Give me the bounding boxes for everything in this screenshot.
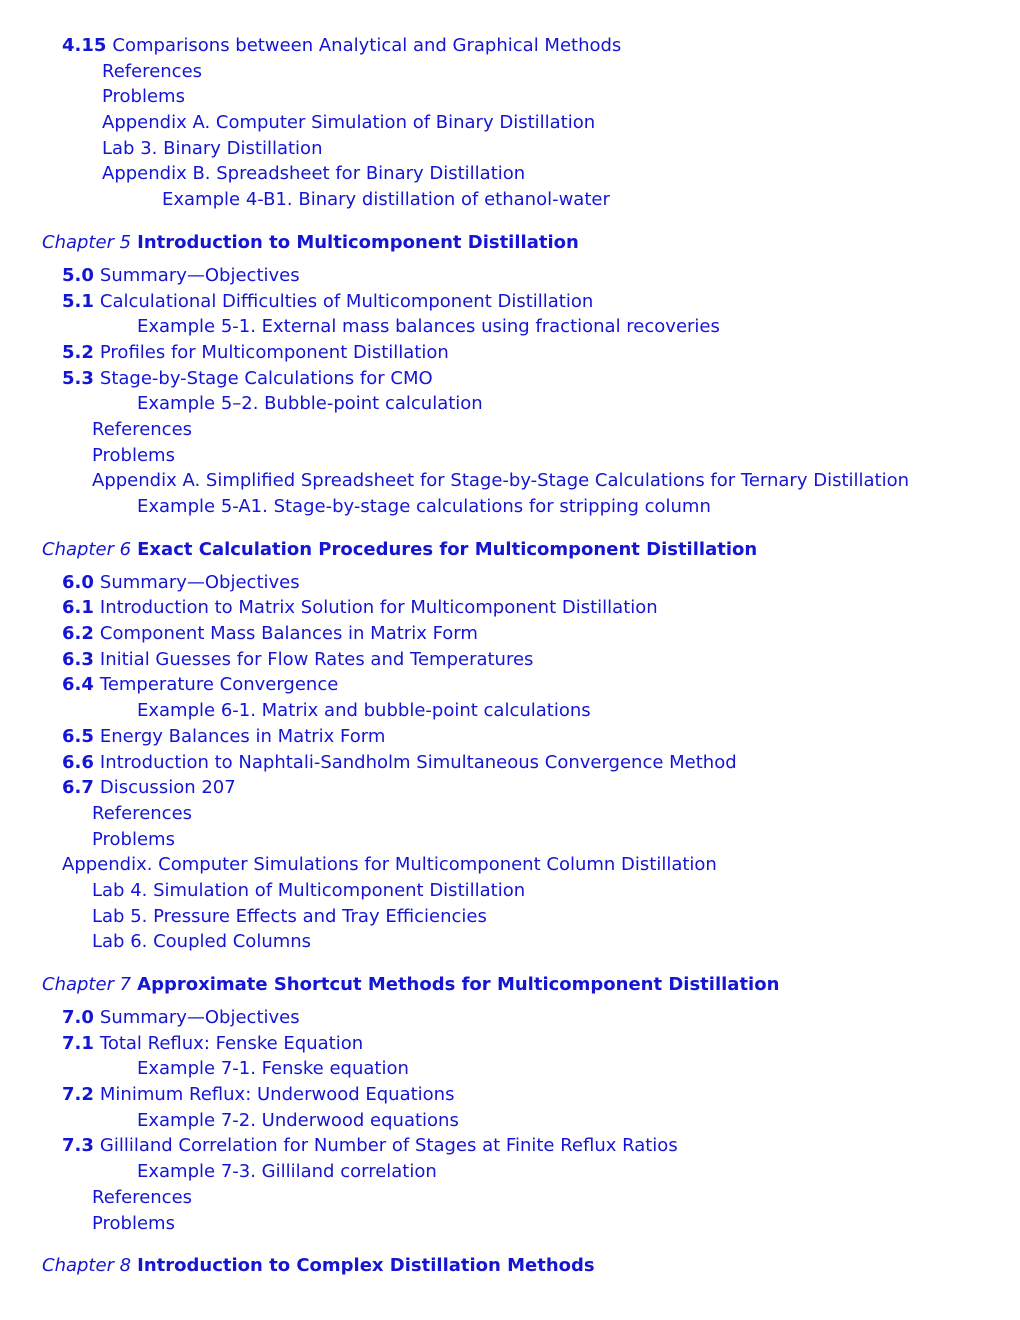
entry-title: Discussion 207 — [99, 777, 236, 799]
section-number: 6.6 — [62, 751, 94, 773]
toc-entry-link[interactable] — [62, 265, 300, 286]
toc-entry — [0, 750, 1020, 776]
section-number: 7.1 — [62, 1032, 94, 1054]
toc-entry — [0, 929, 1020, 955]
chapter-title: Exact Calculation Procedures for Multicomponent Distillation — [137, 538, 758, 560]
entry-title: Problems — [92, 828, 175, 850]
toc-entry — [0, 1133, 1020, 1159]
chapter-title: Approximate Shortcut Methods for Multicomponent Distillation — [137, 974, 780, 995]
toc-entry-link[interactable] — [92, 803, 192, 824]
toc-entry-link[interactable] — [102, 61, 202, 82]
toc-entry-link[interactable] — [62, 726, 385, 747]
entry-title: Example 5–2. Bubble-point calculation — [137, 393, 483, 415]
entry-title: Lab 3. Binary Distillation — [102, 137, 323, 159]
toc-entry-link[interactable] — [62, 342, 449, 363]
toc-entry — [0, 366, 1020, 392]
entry-title: Component Mass Balances in Matrix Form — [99, 623, 478, 645]
toc-entry — [0, 852, 1020, 878]
toc-entry — [0, 1056, 1020, 1082]
entry-title: References — [92, 802, 193, 824]
toc-entry-link[interactable] — [137, 1161, 437, 1182]
entry-title: Summary—Objectives — [99, 571, 300, 593]
chapter-title: Introduction to Multicomponent Distillation — [137, 231, 579, 253]
chapter-heading — [0, 1253, 1020, 1279]
chapter-label: Chapter 7 — [42, 974, 132, 995]
chapter-heading — [0, 537, 1020, 563]
toc-entry-link[interactable] — [137, 393, 483, 414]
toc-entry-link[interactable] — [162, 189, 610, 210]
toc-entry-link[interactable] — [92, 906, 487, 927]
toc-entry-link[interactable] — [92, 931, 311, 952]
toc-entry — [0, 443, 1020, 469]
toc-entry — [0, 110, 1020, 136]
toc-entry-link[interactable] — [137, 496, 711, 517]
toc-entry-link[interactable] — [92, 445, 175, 466]
toc-entry-link[interactable] — [62, 35, 621, 56]
toc-entry-link[interactable] — [62, 674, 338, 695]
toc-entry — [0, 187, 1020, 213]
toc-entry-link[interactable] — [92, 419, 192, 440]
section-number: 7.3 — [62, 1135, 94, 1157]
entry-title: Energy Balances in Matrix Form — [99, 725, 386, 747]
section-number: 7.0 — [62, 1007, 94, 1028]
toc-entry-link[interactable] — [62, 854, 717, 875]
toc-entry — [0, 698, 1020, 724]
toc-entry-link[interactable] — [62, 368, 433, 389]
entry-title: References — [92, 1186, 193, 1208]
section-number: 6.2 — [62, 623, 94, 645]
section-number: 6.1 — [62, 597, 94, 619]
toc-entry-link[interactable] — [92, 880, 525, 901]
entry-title: Comparisons between Analytical and Graphical Methods — [112, 35, 622, 56]
toc-entry-link[interactable] — [102, 86, 185, 107]
toc-entry-link[interactable] — [137, 1110, 459, 1131]
toc-entry — [0, 904, 1020, 930]
toc-entry-link[interactable] — [62, 1007, 300, 1028]
entry-title: References — [102, 60, 203, 82]
entry-title: Summary—Objectives — [99, 264, 300, 286]
toc-entry — [0, 1185, 1020, 1211]
entry-title: Profiles for Multicomponent Distillation — [99, 341, 449, 363]
section-number: 4.15 — [62, 35, 107, 56]
toc-entry — [0, 33, 1020, 59]
toc-entry — [0, 1108, 1020, 1134]
toc-entry — [0, 775, 1020, 801]
toc-entry-link[interactable] — [62, 1033, 363, 1054]
toc-entry — [0, 468, 1020, 494]
toc-entry-link[interactable] — [62, 291, 593, 312]
toc-entry — [0, 391, 1020, 417]
entry-title: Example 5-A1. Stage-by-stage calculations for stripping column — [137, 496, 711, 517]
toc-entry — [0, 621, 1020, 647]
section-number: 5.1 — [62, 290, 94, 312]
entry-title: Example 4-B1. Binary distillation of ethanol-water — [162, 189, 610, 211]
section-number: 6.5 — [62, 725, 94, 747]
toc-entry — [0, 136, 1020, 162]
chapter-link[interactable] — [42, 232, 579, 253]
toc-entry-link[interactable] — [102, 112, 595, 133]
toc-entry-link[interactable] — [62, 572, 300, 593]
entry-title: Initial Guesses for Flow Rates and Temperatures — [99, 648, 534, 670]
toc-entry — [0, 801, 1020, 827]
toc-entry — [0, 672, 1020, 698]
entry-title: Lab 4. Simulation of Multicomponent Distillation — [92, 879, 526, 901]
toc-entry — [0, 724, 1020, 750]
toc-entry — [0, 314, 1020, 340]
entry-title: Introduction to Naphtali-Sandholm Simultaneous Convergence Method — [99, 751, 737, 773]
entry-title: Temperature Convergence — [99, 674, 339, 696]
chapter-label: Chapter 5 — [42, 231, 132, 253]
toc-entry — [0, 340, 1020, 366]
toc-entry-link[interactable] — [62, 752, 737, 773]
toc-entry — [0, 289, 1020, 315]
toc-entry — [0, 878, 1020, 904]
entry-title: Example 7-2. Underwood equations — [137, 1109, 459, 1131]
entry-title: Example 6-1. Matrix and bubble-point calculations — [137, 700, 591, 722]
toc-entry-link[interactable] — [92, 1213, 175, 1234]
entry-title: Problems — [92, 1212, 175, 1234]
toc-entry — [0, 1159, 1020, 1185]
entry-title: Problems — [102, 86, 185, 108]
entry-title: Appendix A. Computer Simulation of Binary Distillation — [102, 112, 596, 134]
entry-title: References — [92, 418, 193, 440]
toc-entry — [0, 59, 1020, 85]
toc-entry — [0, 84, 1020, 110]
chapter-link[interactable] — [42, 974, 779, 995]
toc-entry — [0, 1031, 1020, 1057]
section-number: 6.4 — [62, 674, 94, 696]
toc-entry — [0, 595, 1020, 621]
entry-title: Calculational Difficulties of Multicomponent Distillation — [99, 290, 594, 312]
section-number: 7.2 — [62, 1084, 94, 1106]
chapter-link[interactable] — [42, 539, 757, 560]
toc-entry — [0, 1082, 1020, 1108]
toc-entry-link[interactable] — [62, 649, 533, 670]
toc-entry — [0, 1005, 1020, 1031]
toc-entry-link[interactable] — [92, 1187, 192, 1208]
section-number: 6.3 — [62, 648, 94, 670]
chapter-link[interactable] — [42, 1255, 595, 1276]
chapter-heading — [0, 972, 1020, 998]
toc-entry-link[interactable] — [137, 1058, 409, 1079]
section-number: 5.3 — [62, 367, 94, 389]
toc-entry — [0, 417, 1020, 443]
entry-title: Stage-by-Stage Calculations for CMO — [99, 367, 433, 389]
section-number: 6.0 — [62, 571, 94, 593]
toc-entry — [0, 494, 1020, 520]
toc-entry-link[interactable] — [62, 1135, 678, 1156]
entry-title: Total Reflux: Fenske Equation — [99, 1032, 364, 1054]
toc-entry — [0, 827, 1020, 853]
toc-entry — [0, 647, 1020, 673]
entry-title: Gilliland Correlation for Number of Stages at Finite Reflux Ratios — [99, 1135, 678, 1157]
toc-entry-link[interactable] — [62, 597, 658, 618]
toc-entry-link[interactable] — [62, 777, 236, 798]
toc-entry-link[interactable] — [62, 1084, 454, 1105]
entry-title: Lab 6. Coupled Columns — [92, 931, 312, 953]
entry-title: Appendix B. Spreadsheet for Binary Distillation — [102, 163, 526, 185]
toc-entry-link[interactable] — [137, 700, 591, 721]
chapter-label: Chapter 8 — [42, 1255, 132, 1277]
entry-title: Problems — [92, 444, 175, 466]
entry-title: Minimum Reflux: Underwood Equations — [99, 1084, 455, 1106]
chapter-title: Introduction to Complex Distillation Methods — [137, 1255, 595, 1277]
chapter-heading — [0, 230, 1020, 256]
toc-entry — [0, 263, 1020, 289]
toc-entry-link[interactable] — [92, 829, 175, 850]
entry-title: Appendix A. Simplified Spreadsheet for Stage-by-Stage Calculations for Ternary Distillation — [92, 470, 910, 492]
entry-title: Introduction to Matrix Solution for Multicomponent Distillation — [99, 597, 658, 619]
entry-title: Appendix. Computer Simulations for Multicomponent Column Distillation — [62, 854, 717, 876]
section-number: 5.0 — [62, 264, 94, 286]
toc-entry — [0, 161, 1020, 187]
entry-title: Summary—Objectives — [99, 1007, 300, 1028]
entry-title: Example 7-3. Gilliland correlation — [137, 1161, 437, 1183]
toc-entry — [0, 570, 1020, 596]
toc-entry-link[interactable] — [137, 316, 720, 337]
toc-entry-link[interactable] — [92, 470, 909, 491]
toc-entry-link[interactable] — [102, 138, 322, 159]
entry-title: Example 7-1. Fenske equation — [137, 1058, 409, 1080]
toc-entry-link[interactable] — [62, 623, 478, 644]
chapter-label: Chapter 6 — [42, 538, 132, 560]
entry-title: Lab 5. Pressure Effects and Tray Efficiencies — [92, 905, 487, 927]
toc-entry-link[interactable] — [102, 163, 525, 184]
section-number: 6.7 — [62, 777, 94, 799]
section-number: 5.2 — [62, 341, 94, 363]
entry-title: Example 5-1. External mass balances using fractional recoveries — [137, 316, 720, 338]
toc-entry — [0, 1211, 1020, 1237]
